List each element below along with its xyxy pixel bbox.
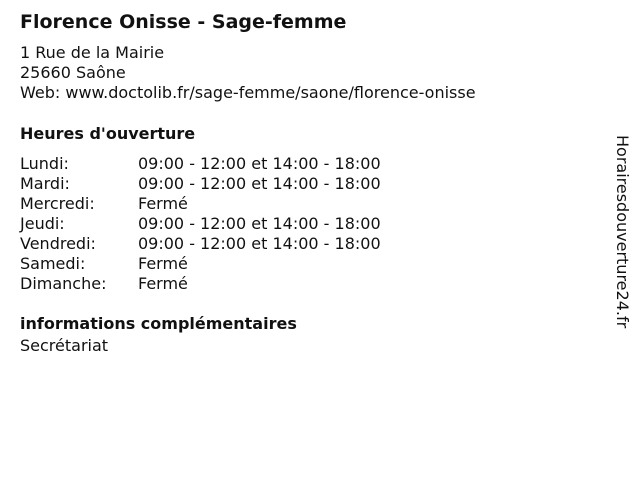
site-watermark: Horairesdouverture24.fr <box>613 135 632 329</box>
day-label: Mardi: <box>20 174 70 193</box>
address-city: 25660 Saône <box>20 63 126 82</box>
hours-value: 09:00 - 12:00 et 14:00 - 18:00 <box>138 234 381 253</box>
business-address <box>20 43 476 103</box>
hours-value: Fermé <box>138 274 188 293</box>
page-title: Florence Onisse - Sage-femme <box>20 11 347 33</box>
day-label: Lundi: <box>20 154 69 173</box>
opening-hours-heading: Heures d'ouverture <box>20 124 196 143</box>
website-text: Web: www.doctolib.fr/sage-femme/saone/florence-onisse <box>20 83 476 102</box>
day-label: Dimanche: <box>20 274 107 293</box>
address-street: 1 Rue de la Mairie <box>20 43 165 62</box>
additional-info-text: Secrétariat <box>20 336 109 355</box>
day-label: Jeudi: <box>20 214 65 233</box>
hours-value: 09:00 - 12:00 et 14:00 - 18:00 <box>138 214 381 233</box>
additional-info-heading: informations complémentaires <box>20 314 297 333</box>
hours-value: 09:00 - 12:00 et 14:00 - 18:00 <box>138 154 381 173</box>
day-label: Samedi: <box>20 254 86 273</box>
hours-value: 09:00 - 12:00 et 14:00 - 18:00 <box>138 174 381 193</box>
hours-value: Fermé <box>138 194 188 213</box>
hours-value: Fermé <box>138 254 188 273</box>
day-label: Mercredi: <box>20 194 95 213</box>
day-label: Vendredi: <box>20 234 96 253</box>
